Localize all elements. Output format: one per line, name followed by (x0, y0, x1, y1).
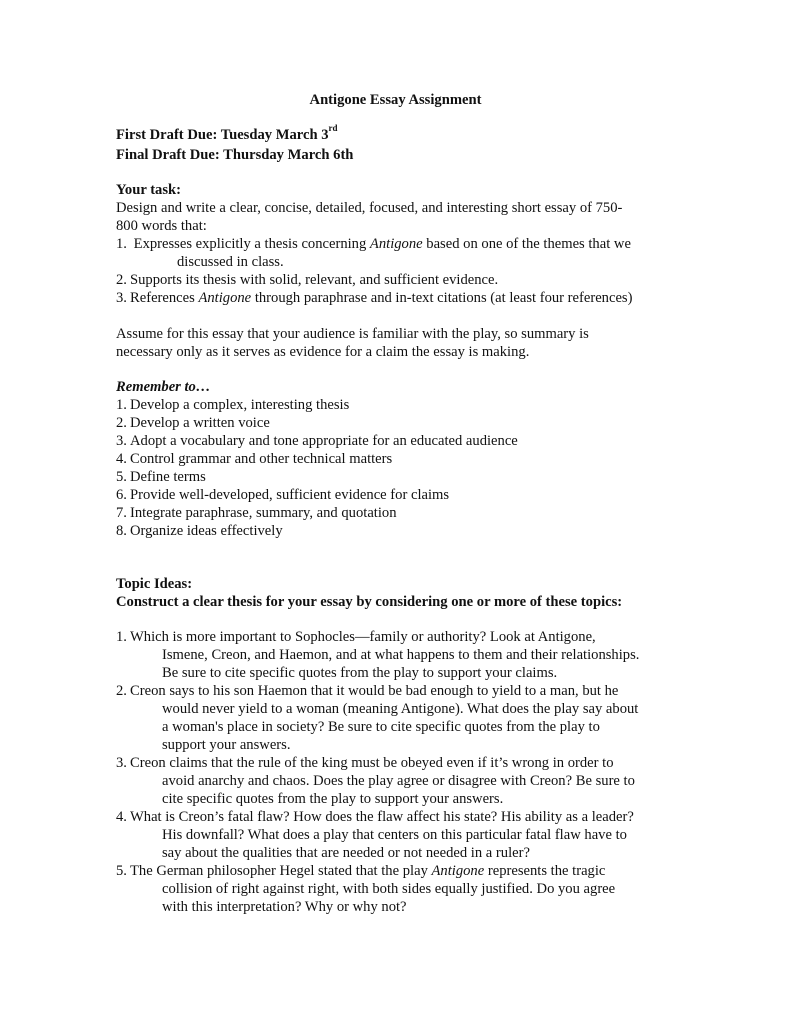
remember-item: 7. Integrate paraphrase, summary, and quotation (116, 505, 397, 521)
topic-item-1-line: Be sure to cite specific quotes from the play to support your claims. (162, 665, 558, 681)
topic-item-5-line: collision of right against right, with both sides equally justified. Do you agree (162, 881, 616, 897)
task-item-2: 2. Supports its thesis with solid, relevant, and sufficient evidence. (116, 272, 499, 288)
remember-item: 2. Develop a written voice (116, 415, 270, 431)
topic-item-2-line: support your answers. (162, 737, 291, 753)
first-draft-due: First Draft Due: Tuesday March 3rd (116, 123, 338, 143)
topic-item-1-line: Ismene, Creon, and Haemon, and at what happens to them and their relationships. (162, 647, 640, 663)
remember-item: 1. Develop a complex, interesting thesis (116, 397, 350, 413)
topic-item-2-line: would never yield to a woman (meaning Antigone). What does the play say about (162, 701, 639, 717)
topic-item-3-line: avoid anarchy and chaos. Does the play agree or disagree with Creon? Be sure to (162, 773, 635, 789)
task-item-3: 3. References Antigone through paraphrase and in-text citations (at least four references) (116, 290, 633, 306)
page-title: Antigone Essay Assignment (309, 92, 482, 108)
remember-item: 8. Organize ideas effectively (116, 523, 283, 539)
remember-heading: Remember to… (116, 379, 211, 395)
remember-item: 5. Define terms (116, 469, 206, 485)
assume-paragraph-line: Assume for this essay that your audience is familiar with the play, so summary is (116, 326, 589, 342)
topic-item-2-line: a woman's place in society? Be sure to cite specific quotes from the play to (162, 719, 600, 735)
task-intro-line: Design and write a clear, concise, detailed, focused, and interesting short essay of 750- (116, 200, 623, 216)
topics-subheading: Construct a clear thesis for your essay by considering one or more of these topics: (116, 594, 623, 610)
task-item-1: 1. Expresses explicitly a thesis concerning Antigone based on one of the themes that we (116, 236, 631, 252)
task-item-1-continuation: discussed in class. (177, 254, 284, 270)
assume-paragraph-line: necessary only as it serves as evidence for a claim the essay is making. (116, 344, 530, 360)
topic-item-1: 1. Which is more important to Sophocles—family or authority? Look at Antigone, (116, 629, 596, 645)
remember-item: 3. Adopt a vocabulary and tone appropriate for an educated audience (116, 433, 518, 449)
topic-item-3: 3. Creon claims that the rule of the king must be obeyed even if it’s wrong in order to (116, 755, 614, 771)
task-intro-line: 800 words that: (116, 218, 207, 234)
topic-item-5-line: with this interpretation? Why or why not? (162, 899, 407, 915)
remember-item: 6. Provide well-developed, sufficient evidence for claims (116, 487, 450, 503)
topic-item-4-line: say about the qualities that are needed or not needed in a ruler? (162, 845, 530, 861)
topic-item-4: 4. What is Creon’s fatal flaw? How does the flaw affect his state? His ability as a leader? (116, 809, 634, 825)
final-draft-due: Final Draft Due: Thursday March 6th (116, 147, 354, 163)
topic-item-5: 5. The German philosopher Hegel stated that the play Antigone represents the tragic (116, 863, 606, 879)
remember-item: 4. Control grammar and other technical matters (116, 451, 393, 467)
topic-item-3-line: cite specific quotes from the play to support your answers. (162, 791, 504, 807)
topic-item-2: 2. Creon says to his son Haemon that it would be bad enough to yield to a man, but he (116, 683, 619, 699)
topics-heading: Topic Ideas: (116, 576, 193, 592)
topic-item-4-line: His downfall? What does a play that centers on this particular fatal flaw have to (162, 827, 627, 843)
task-heading: Your task: (116, 182, 182, 198)
